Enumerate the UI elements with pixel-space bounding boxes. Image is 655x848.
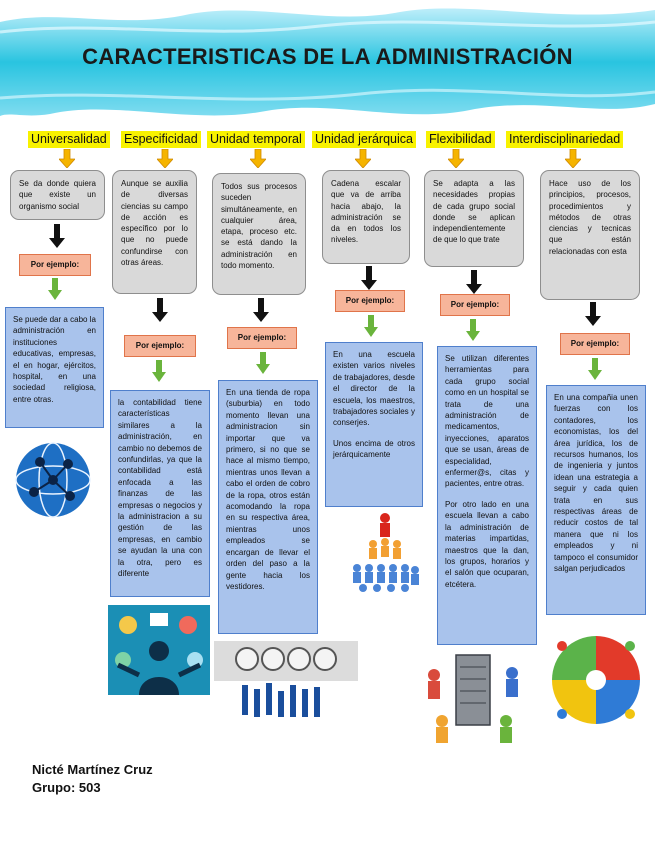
arrow-down-icon (152, 298, 168, 322)
description-interdisciplinariedad: Hace uso de los principios, procesos, procedimientos y métodos de otras ciencias y tecnicas que están relacionadas con esta (540, 170, 640, 300)
arrow-down-icon (448, 149, 464, 168)
por-ejemplo-label: Por ejemplo: (440, 294, 510, 316)
globe-network-icon (10, 440, 96, 520)
arrow-down-icon (355, 149, 371, 168)
author-name: Nicté Martínez Cruz (32, 762, 153, 777)
arrow-down-icon (152, 360, 166, 382)
example-text: En una escuela existen varios niveles de trabajadores, desde el director de la escuela, los maestros, trabajadores sociales y conserjes. (333, 350, 415, 428)
puzzle-team-illustration (544, 628, 648, 732)
arrow-down-icon (565, 149, 581, 168)
example-text: Se puede dar a cabo la administración en instituciones educativas, empresas, el en hogar, ejércitos, hospital, en una sociedad religiosa, entre otras. (13, 315, 96, 404)
author-block (32, 761, 153, 797)
arrow-down-icon (253, 298, 269, 322)
example-text: En una compañia unen fuerzas con los contadores, los economistas, los del área jurídica, los de recursos humanos, los de ingenieria y juntos idean una estrategia a seguir y cada quien trata en sus respectivas áreas de reducir costos de tal manera que ni los empleados y ni tampoco el consumidor salgan perjudicados (554, 393, 638, 574)
description-unidad-jerarquica: Cadena escalar que va de arriba hacia abajo, la administración se da en todos los niveles. (322, 170, 410, 264)
arrow-down-icon (49, 224, 65, 248)
category-flexibilidad: Flexibilidad (426, 131, 495, 148)
example-text: la contabilidad tiene características similares a la administración, en cambio no debemos de confundirlas, ya que la contabilidad está enfocada a las finanzas de las empresas o negocios y la administracion a su gestión de las empresas, en cambio se ayudan la una con la otra, pero es diferente (118, 398, 202, 579)
arrow-down-icon (364, 315, 378, 337)
arrow-down-icon (250, 149, 266, 168)
por-ejemplo-label: Por ejemplo: (227, 327, 297, 349)
description-flexibilidad: Se adapta a las necesidades propias de cada grupo social donde se aplican independientemente de que lo que trate (424, 170, 524, 267)
example-flexibilidad (437, 346, 537, 645)
category-unidad-jerarquica: Unidad jerárquica (312, 131, 416, 148)
example-especificidad (110, 390, 210, 597)
example-unidad-jerarquica (325, 342, 423, 507)
example-text: Se utilizan diferentes herramientas para cada grupo social como en un hospital se trata de una administración de medicamentos, inyecciones, aparatos que se usan, áreas de especialidad, enfermer@s, citas y pacientes, entre otras. (445, 354, 529, 489)
arrow-down-icon (157, 149, 173, 168)
example-universalidad (5, 307, 104, 428)
category-interdisciplinariedad: Interdisciplinariedad (506, 131, 623, 148)
category-especificidad: Especificidad (121, 131, 201, 148)
arrow-down-icon (59, 149, 75, 168)
por-ejemplo-label: Por ejemplo: (124, 335, 196, 357)
category-universalidad: Universalidad (28, 131, 110, 148)
clocks-people-illustration (214, 641, 358, 719)
por-ejemplo-label: Por ejemplo: (335, 290, 405, 312)
description-especificidad: Aunque se auxilia de diversas ciencias su campo de acción es específico por lo que no puede confundirse con otras áreas. (112, 170, 197, 294)
arrow-down-icon (585, 302, 601, 326)
arrow-down-icon (466, 270, 482, 294)
arrow-down-icon (48, 278, 62, 300)
example-text: Por otro lado en una escuela llevan a cabo la administración de materias impartidas, maestros que la dan, los grupos, horarios y el salón que ocuparan, etcétera. (445, 499, 529, 589)
example-unidad-temporal (218, 380, 318, 634)
example-text: En una tienda de ropa (suburbia) en todo momento llevan una administracion sin importar que va primero, si no que se hace al mismo tiempo, mientras unos llevan a cabo el orden de cobro de la ropa, otros están acomodando la ropa en su respectiva área, mientras unos empleados se encargan de llevar el orden del paso a la gente hacia los vestidores. (226, 388, 310, 591)
arrow-down-icon (256, 352, 270, 374)
description-universalidad: Se da donde quiera que existe un organismo social (10, 170, 105, 220)
por-ejemplo-label: Por ejemplo: (560, 333, 630, 355)
description-unidad-temporal: Todos sus procesos suceden simultáneamente, en cualquier área, etapa, proceso etc. se está dando la administración en todo momento. (212, 173, 306, 295)
arrow-down-icon (466, 319, 480, 341)
example-interdisciplinariedad (546, 385, 646, 615)
page-title: CARACTERISTICAS DE LA ADMINISTRACIÓN (82, 44, 573, 69)
arrow-down-icon (361, 266, 377, 290)
arrow-down-icon (588, 358, 602, 380)
por-ejemplo-label: Por ejemplo: (19, 254, 91, 276)
example-text: Unos encima de otros jerárquicamente (333, 438, 415, 460)
category-unidad-temporal: Unidad temporal (207, 131, 305, 148)
server-people-illustration (418, 645, 528, 745)
business-icons-illustration (108, 605, 210, 695)
hierarchy-people-illustration (345, 510, 425, 602)
author-group: Grupo: 503 (32, 780, 101, 795)
